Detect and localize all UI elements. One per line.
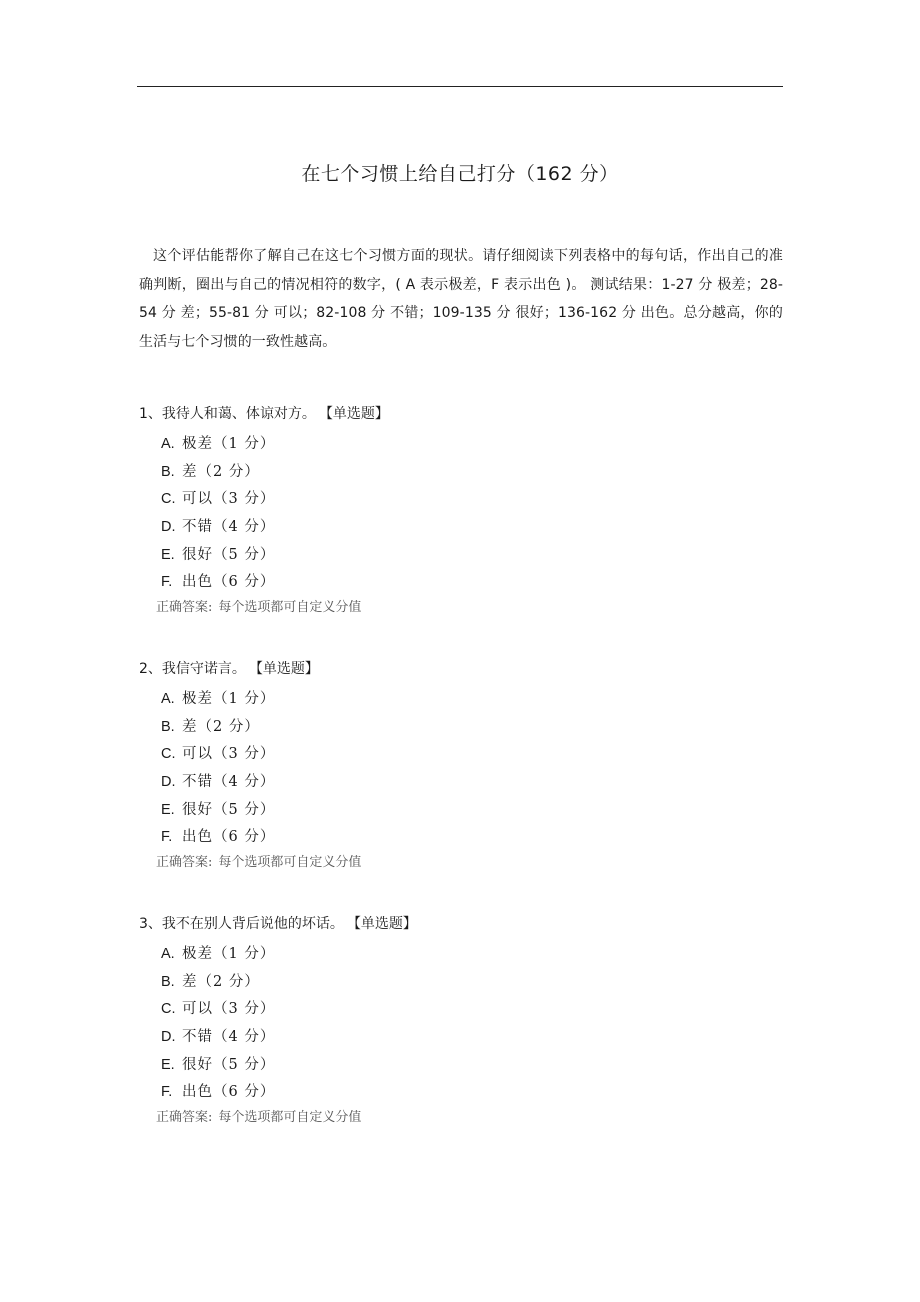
question-heading xyxy=(139,655,739,683)
option-c[interactable] xyxy=(161,996,739,1024)
option-letter: E. xyxy=(161,1056,175,1073)
option-letter: F. xyxy=(161,829,173,846)
option-letter: C. xyxy=(161,491,176,508)
question-1 xyxy=(139,400,739,619)
option-letter: D. xyxy=(161,1029,176,1046)
question-text: 我待人和蔼、体谅对方。 xyxy=(161,406,316,422)
correct-answer-note xyxy=(139,852,739,874)
option-list xyxy=(139,941,739,1107)
question-type-tag: 【单选题】 xyxy=(255,661,319,677)
option-b[interactable] xyxy=(161,969,739,997)
option-c[interactable] xyxy=(161,486,739,514)
option-list xyxy=(139,431,739,597)
option-letter: B. xyxy=(161,718,175,735)
option-text: 很好（5 分） xyxy=(182,801,276,818)
answer-value: 每个选项都可自定义分值 xyxy=(218,600,362,616)
question-heading xyxy=(139,910,739,938)
option-a[interactable] xyxy=(161,686,739,714)
option-letter: A. xyxy=(161,691,175,707)
question-text: 我不在别人背后说他的坏话。 xyxy=(161,916,344,932)
option-e[interactable] xyxy=(161,1052,739,1080)
option-text: 差（2 分） xyxy=(182,718,260,735)
option-list xyxy=(139,686,739,852)
option-d[interactable] xyxy=(161,769,739,797)
option-f[interactable] xyxy=(161,824,739,852)
answer-label: 正确答案: xyxy=(156,600,213,616)
option-f[interactable] xyxy=(161,1079,739,1107)
option-letter: E. xyxy=(161,546,175,563)
option-b[interactable] xyxy=(161,459,739,487)
document-title: 在七个习惯上给自己打分（162 分） xyxy=(301,163,619,185)
option-text: 差（2 分） xyxy=(182,463,260,480)
option-a[interactable] xyxy=(161,941,739,969)
question-number: 2、 xyxy=(139,661,162,677)
option-text: 可以（3 分） xyxy=(182,1001,276,1018)
option-c[interactable] xyxy=(161,741,739,769)
question-number: 1、 xyxy=(139,406,162,422)
question-3 xyxy=(139,910,739,1129)
answer-value: 每个选项都可自定义分值 xyxy=(218,855,362,871)
option-letter: B. xyxy=(161,463,175,480)
option-text: 极差（1 分） xyxy=(182,946,276,962)
option-text: 极差（1 分） xyxy=(182,436,276,452)
option-e[interactable] xyxy=(161,797,739,825)
option-text: 不错（4 分） xyxy=(182,519,276,536)
option-letter: E. xyxy=(161,801,175,818)
question-type-tag: 【单选题】 xyxy=(353,916,417,932)
option-text: 出色（6 分） xyxy=(182,1084,276,1101)
answer-label: 正确答案: xyxy=(156,1110,213,1126)
option-letter: C. xyxy=(161,1001,176,1018)
answer-label: 正确答案: xyxy=(156,855,213,871)
answer-value: 每个选项都可自定义分值 xyxy=(218,1110,362,1126)
option-e[interactable] xyxy=(161,542,739,570)
option-letter: A. xyxy=(161,946,175,962)
option-text: 很好（5 分） xyxy=(182,1056,276,1073)
option-text: 极差（1 分） xyxy=(182,691,276,707)
option-letter: F. xyxy=(161,1084,173,1101)
option-letter: A. xyxy=(161,436,175,452)
option-a[interactable] xyxy=(161,431,739,459)
question-heading xyxy=(139,400,739,428)
option-text: 可以（3 分） xyxy=(182,746,276,763)
option-letter: D. xyxy=(161,774,176,791)
option-text: 差（2 分） xyxy=(182,973,260,990)
option-letter: C. xyxy=(161,746,176,763)
option-d[interactable] xyxy=(161,514,739,542)
option-text: 出色（6 分） xyxy=(182,574,276,591)
correct-answer-note xyxy=(139,1107,739,1129)
option-text: 很好（5 分） xyxy=(182,546,276,563)
option-text: 可以（3 分） xyxy=(182,491,276,508)
option-text: 不错（4 分） xyxy=(182,1029,276,1046)
question-text: 我信守诺言。 xyxy=(161,661,246,677)
option-text: 不错（4 分） xyxy=(182,774,276,791)
option-letter: F. xyxy=(161,574,173,591)
question-2 xyxy=(139,655,739,874)
option-f[interactable] xyxy=(161,569,739,597)
intro-paragraph: 这个评估能帮你了解自己在这七个习惯方面的现状。请仔细阅读下列表格中的每句话，作出自己的准确判断，圈出与自己的情况相符的数字，( A 表示极差，F 表示出色 )。 测试结果：1-27 分 极差；28-54 分 差；55-81 分 可以；82-108 分 不错；109-135 分 很好；136-162 分 出色。总分越高，你的生活与七个习惯的一致性越高。 xyxy=(139,248,783,350)
option-letter: D. xyxy=(161,519,176,536)
option-letter: B. xyxy=(161,973,175,990)
question-type-tag: 【单选题】 xyxy=(325,406,389,422)
header-rule xyxy=(137,86,783,87)
option-text: 出色（6 分） xyxy=(182,829,276,846)
correct-answer-note xyxy=(139,597,739,619)
option-d[interactable] xyxy=(161,1024,739,1052)
option-b[interactable] xyxy=(161,714,739,742)
question-number: 3、 xyxy=(139,916,162,932)
